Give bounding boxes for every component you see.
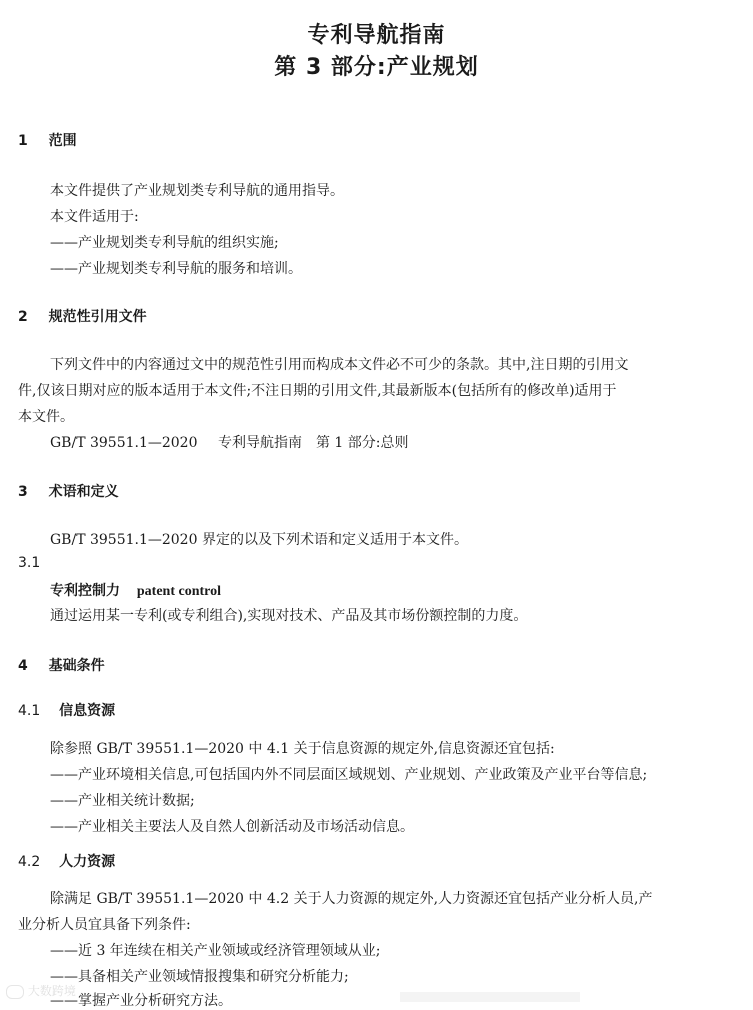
watermark-bar (400, 992, 580, 1002)
list-item: ——产业规划类专利导航的服务和培训。 (50, 261, 302, 277)
list-item: ——产业相关主要法人及自然人创新活动及市场活动信息。 (50, 819, 414, 835)
term-entry (50, 580, 221, 600)
list-item: ——产业相关统计数据; (50, 793, 195, 809)
list-item: ——近 3 年连续在相关产业领域或经济管理领域从业; (50, 943, 381, 959)
subsection-number: 4.1 (18, 703, 41, 719)
section-2-heading (18, 306, 147, 326)
document-title-line1: 专利导航指南 (307, 23, 446, 48)
list-item: ——产业规划类专利导航的组织实施; (50, 235, 279, 251)
section-number: 3 (18, 484, 28, 500)
subsection-4-2-heading (18, 851, 115, 871)
section-3-heading (18, 481, 119, 501)
term-definition: 通过运用某一专利(或专利组合),实现对技术、产品及其市场份额控制的力度。 (50, 608, 528, 624)
watermark-logo-icon (6, 985, 24, 999)
normative-reference (50, 432, 408, 452)
watermark (6, 982, 76, 999)
section-4-heading (18, 655, 105, 675)
section-title: 范围 (48, 133, 77, 149)
section-1-heading (18, 130, 77, 150)
paragraph-line: 下列文件中的内容通过文中的规范性引用而构成本文件必不可少的条款。其中,注日期的引用文 (50, 357, 629, 373)
list-item: ——具备相关产业领域情报搜集和研究分析能力; (50, 969, 349, 985)
list-item: ——掌握产业分析研究方法。 (50, 993, 232, 1009)
paragraph-line: 除满足 GB/T 39551.1—2020 中 4.2 关于人力资源的规定外,人力资源还宜包括产业分析人员,产 (50, 891, 653, 907)
subsection-4-1-heading (18, 700, 115, 720)
reference-title: 专利导航指南 第 1 部分:总则 (217, 435, 409, 451)
paragraph-line: 件,仅该日期对应的版本适用于本文件;不注日期的引用文件,其最新版本(包括所有的修改单)适用于 (18, 383, 617, 399)
paragraph: 除参照 GB/T 39551.1—2020 中 4.1 关于信息资源的规定外,信息资源还宜包括: (50, 741, 555, 757)
subsection-title: 信息资源 (59, 703, 116, 719)
section-title: 基础条件 (48, 658, 105, 674)
document-title-line2: 第 3 部分:产业规划 (274, 55, 479, 80)
subsection-number: 4.2 (18, 854, 41, 870)
term-chinese: 专利控制力 (50, 583, 120, 599)
paragraph-line: 业分析人员宜具备下列条件: (18, 917, 191, 933)
paragraph: 本文件提供了产业规划类专利导航的通用指导。 (50, 183, 344, 199)
reference-code: GB/T 39551.1—2020 (50, 435, 198, 451)
paragraph-line: 本文件。 (18, 409, 74, 425)
paragraph: 本文件适用于: (50, 209, 139, 225)
section-title: 规范性引用文件 (48, 309, 147, 325)
paragraph: GB/T 39551.1—2020 界定的以及下列术语和定义适用于本文件。 (50, 532, 468, 548)
section-number: 4 (18, 658, 28, 674)
list-item: ——产业环境相关信息,可包括国内外不同层面区域规划、产业规划、产业政策及产业平台等信息; (50, 767, 648, 783)
section-title: 术语和定义 (48, 484, 119, 500)
watermark-text: 大数跨境 (27, 984, 76, 998)
section-number: 2 (18, 309, 28, 325)
term-english: patent control (136, 584, 221, 599)
subsection-title: 人力资源 (59, 854, 116, 870)
section-number: 1 (18, 133, 28, 149)
subsection-number: 3.1 (18, 555, 41, 571)
